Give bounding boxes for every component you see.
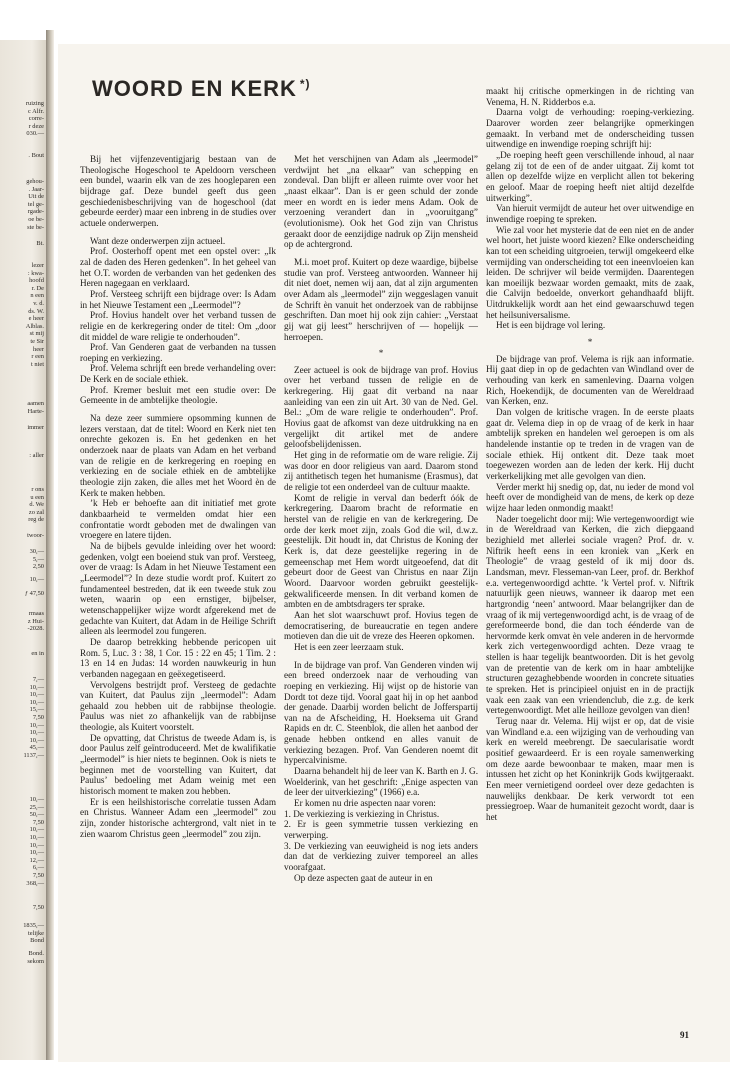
left-fragment-text: twoor- [27, 532, 44, 539]
left-fragment-text: lezer : kwa- hoofd r. De n een v. d. ds. W. e heer Alblas. st mij te Sir heer r een t niet [25, 262, 44, 368]
left-fragment-text: Bond. sekom [27, 950, 44, 965]
col3-paragraph: Daarna volgt de verhouding: roeping-verkiezing. Daarover worden zeer belangrijke opmerkingen gemaakt. In verband met de onderscheiding tussen uitwendige en inwendige roeping schrijft hij: [486, 107, 694, 150]
col1-paragraph: Vervolgens bestrijdt prof. Versteeg de gedachte van Kuitert, dat Paulus zijn „leermodel”: Adam gehaald zou hebben uit de rabbijnse theologie. Paulus was niet zo afhankelijk van de rabbijnse theologie, als Kuitert voorstelt. [80, 679, 276, 733]
col2-paragraph: Zeer actueel is ook de bijdrage van prof. Hovius over het verband tussen de religie en de kerkregering. Hij gaat dit verband na naar aanleiding van een zin uit Art. 30 van de Ned. Gel. Bel.: „Om de ware religie te onderhouden”. Prof. Hovius gaat de afkomst van deze uitdrukking na en vergelijkt dit artikel met de andere geloofsbelijdenissen. [284, 364, 478, 450]
col2-paragraph: 1. De verkiezing is verkiezing in Christus. [284, 808, 440, 819]
left-fragment-text: gehou- . Jaar- Uit de tel ge- rgade- oe be- ste be- [26, 178, 44, 231]
page-gutter [46, 30, 54, 1060]
col2-paragraph: Met het verschijnen van Adam als „leermodel” verdwijnt het „na elkaar” van schepping en zondeval. Dan blijft er alleen ruimte over voor het „naast elkaar”. Dan is er geen schuld der zonde meer en wordt en is ieder mens Adam. Ook de verzoening verandert dan in „vooruitgang” (evolutionisme). Ook het God zijn van Christus geraakt door de eenzijdige nadruk op Zijn mensheid op de achtergrond. [284, 154, 478, 250]
left-fragment-text: . Bout [28, 152, 44, 159]
col3-paragraph: Het is een bijdrage vol lering. [496, 320, 606, 331]
col2-paragraph: Het is een zeer leerzaam stuk. [294, 641, 404, 652]
col2-paragraph: In de bijdrage van prof. Van Genderen vinden wij een breed onderzoek naar de verhouding van roeping en verkiezing. Hij wijst op de historie van Dordt tot deze tijd. Vooral gaat hij in op het aanbod der genade. Daarbij worden belicht de Jofferspartij van na de Afscheiding, H. Hoeksema uit Grand Rapids en dr. C. Steenblok, die allen het aanbod der genade hebben ontkend en alles vanuit de verkiezing bezagen. Prof. Van Genderen noemt dit hypercalvinisme. [284, 659, 478, 766]
col3-paragraph: maakt hij critische opmerkingen in de richting van Venema, H. N. Ridderbos e.a. [486, 86, 694, 107]
article-title-text: WOORD EN KERK [92, 76, 297, 101]
col1-paragraph: De opvatting, dat Christus de tweede Adam is, is door Paulus zelf geïntroduceerd. Met de kwalifikatie „leermodel” is hier niets te beginnen. Ook is niets te beginnen met de voorstelling van Kuitert, dat Paulus’ bedoeling met Adam weinig met een historisch moment te maken zou hebben. [80, 732, 276, 797]
left-fragment-text: 7,50 [32, 904, 44, 911]
col2-paragraph: 3. De verkiezing van eeuwigheid is nog iets anders dan dat de verkiezing zuiver temporeel an alles voorafgaat. [284, 840, 478, 872]
col2-paragraph: Op deze aspecten gaat de auteur in en [294, 872, 433, 883]
col1-paragraph: Prof. Velema schrijft een brede verhandeling over: De Kerk en de sociale ethiek. [80, 363, 276, 385]
col3-paragraph: Van hieruit vermijdt de auteur het over uitwendige en inwendige roeping te spreken. [486, 203, 694, 224]
col3-paragraph: Dan volgen de kritische vragen. In de eerste plaats gaat dr. Velema diep in op de vraag of de kerk in haar ambtelijk spreken en handelen wel geroepen is om als handelende instantie op te treden in de vragen van de sociale ethiek. Hij ontkent dit. Deze taak moet toegewezen worden aan de leden der kerk. Hij ducht verkerkelijking met alle gevolgen van dien. [486, 407, 694, 481]
col3-paragraph: Wie zal voor het mysterie dat de een niet en de ander wel hoort, het juiste woord kiezen? Elke onderscheiding kan tot een scheiding uitgroeien, terwijl omgekeerd elke vermijding van onderscheiding tot een ineenvloeien kan leiden. De schrijver wil beide vermijden. Daarentegen kan moeilijk bezwaar worden gemaakt, mits de zaak, die Calvijn bedoelde, onverkort gehandhaafd blijft. Uitdrukkelijk wordt aan het eind gewaarschuwd tegen het heilsuniversalisme. [486, 224, 694, 320]
col2-paragraph: Het ging in de reformatie om de ware religie. Zij was door en door religieus van aard. Daarom stond zij antithetisch tegen het humanisme (Erasmus), dat de religie tot een onderdeel van de cultuur maakte. [284, 450, 478, 493]
col3-paragraph: De bijdrage van prof. Velema is rijk aan informatie. Hij gaat diep in op de gedachten van Windland over de verhouding van kerk en samenleving. Daarna volgen Rich, Hoekendijk, de documenten van de Wereldraad van Kerken, enz. [486, 353, 694, 407]
col3-paragraph: Verder merkt hij snedig op, dat, nu ieder de mond vol heeft over de mondigheid van de mens, de kerk op deze wijze haar leden onmondig maakt! [486, 481, 694, 513]
col1-paragraph: Er is een heilshistorische correlatie tussen Adam en Christus. Wanneer Adam een „leermodel” zou zijn, zonder historische achtergrond, valt niet in te zien waarom Christus geen „leermodel” zou zijn. [80, 796, 276, 839]
col1-paragraph: Na deze zeer summiere opsomming kunnen de lezers verstaan, dat de titel: Woord en Kerk niet ten onrechte gekozen is. En het gedenken en het onderzoek naar de plaats van Adam en het verband van de religie en de kerkregering en roeping en verkiezing en de sociale ethiek en de ambtelijke theologie zijn zaken, die alles met het Woord èn de Kerk te maken hebben. [80, 413, 276, 498]
col1-paragraph: Na de bijbels gevulde inleiding over het woord: gedenken, volgt een boeiend stuk van prof. Versteeg, over de vraag: Is Adam in het Nieuwe Testament een „Leermodel”? In deze studie wordt prof. Kuitert zo fundamenteel bestreden, dat ik een tweede stuk zou weten, waarin op een ernstiger, bijbelser, wetenschappelijker wijze wordt afgerekend met de gedachte van Kuitert, dat Adam in de Heilige Schrift alleen als leermodel zou fungeren. [80, 540, 276, 637]
col1-paragraph: Prof. Hovius handelt over het verband tussen de religie en de kerkregering onder de titel: Om „door dit middel de ware religie te onderhouden”. [80, 310, 276, 342]
left-page-fragment [0, 40, 47, 1060]
col2-paragraph: Er komen nu drie aspecten naar voren: [294, 798, 436, 809]
col1-paragraph: De daarop betrekking hebbende pericopen uit Rom. 5, Luc. 3 : 38, 1 Cor. 15 : 22 en 45; 1 Tim. 2 : 13 en 14 en Judas: 14 worden nauwkeurig in hun verbanden nagegaan en geëxegetiseerd. [80, 636, 276, 679]
column-2 [284, 154, 478, 883]
title-footnote-mark: *) [299, 76, 311, 91]
col1-paragraph: Want deze onderwerpen zijn actueel. [90, 235, 226, 246]
col1-paragraph: Prof. Oosterhoff opent met een opstel over: „Ik zal de daden des Heren gedenken”. In het geheel van het O.T. worden de verbanden van het gedenken des Heren nagegaan en verklaard. [80, 246, 276, 289]
column-3 [486, 86, 694, 823]
col1-paragraph: Prof. Van Genderen gaat de verbanden na tussen roeping en verkiezing. [80, 342, 276, 363]
col3-paragraph: Nader toegelicht door mij: Wie vertegenwoordigt wie in de Wereldraad van Kerken, die zich diepgaand bezighield met allerlei sociale vragen? Prof. dr. v. Niftrik heeft eens in een kroniek van „Kerk en Theologie” de vraag gesteld of ik mij door ds. Landsman, mevr. Flesseman-van Leer, prof. dr. Berkhof e.a. vertegenwoordigd achtte. ’k Vertel prof. v. Niftrik natuurlijk geen nieuws, wanneer ik daarop met een hartgrondig ‘neen’ antwoord. Maar belangrijker dan de vraag of ik mij vertegenwoordigd acht, is de vraag of de gereformeerde bond, die dan toch éénderde van de hervormde kerk omvat èn vele anderen in de hervormde kerk zich vertegenwoordigd achten. Deze vraag te stellen is haar tegelijk beantwoorden. Dit is het gevolg van de pretentie van de kerk om in haar ambtelijke structuren gezaghebbende woorden in concrete situaties te spreken. Het is principieel onjuist en in de practijk vaak een zaak van een vriendenclub, die z.g. de kerk vertegenwoordigt. Met alle heilloze gevolgen van dien! [486, 513, 694, 716]
left-fragment-text: 10,— [29, 576, 44, 583]
article-title [92, 76, 452, 102]
left-fragment-text: immer [27, 424, 44, 431]
col3-paragraph: „De roeping heeft geen verschillende inhoud, al naar gelang zij tot de een of de ander uitgaat. Zij komt tot allen op dezelfde wijze en verplicht allen tot bekering en geloof. Maar de roeping heeft niet altijd dezelfde uitwerking”. [486, 149, 694, 203]
left-fragment-text: : aller [29, 452, 44, 459]
col2-paragraph: Komt de religie in verval dan bederft óók de kerkregering. Daarom bracht de reformatie en herstel van de religie en van de kerkregering. De orde der kerk moet zijn, zoals God die wil, d.w.z. geestelijk. Dit houdt in, dat Christus de Koning der Kerk is, dat deze geestelijke regering in de gemeenschap met Hem wordt uitgeoefend, dat dit gebeurt door de Geest van Christus en naar Zijn Woord. Daarvoor worden gebruikt geestelijk-gekwalificeerde mensen. In dit verband komen de ambten en de ambtsdragers ter sprake. [284, 492, 478, 610]
col2-paragraph: M.i. moet prof. Kuitert op deze waardige, bijbelse studie van prof. Versteeg antwoorden. Wanneer hij dit niet doet, nemen wij aan, dat al zijn argumenten over Adam als „leermodel” zijn weggeslagen vanuit de Schrift èn vanuit het onderzoek van de rabbijnse geschriften. Dan moet hij ook zijn cahier: „Verstaat gij wat gij leest” herschrijven of — hopelijk — herroepen. [284, 256, 478, 342]
left-fragment-text: 1835,— telijke Bond [23, 922, 44, 945]
col1-paragraph: Prof. Versteeg schrijft een bijdrage over: Is Adam in het Nieuwe Testament een „Leermodel”? [80, 288, 276, 310]
left-fragment-text: rmaas z Hui- -2028. [27, 610, 44, 633]
left-fragment-text: en in [31, 650, 44, 657]
page-number: 91 [680, 1030, 689, 1040]
col1-paragraph: Prof. Kremer besluit met een studie over: De Gemeente in de ambtelijke theologie. [80, 384, 276, 406]
col2-paragraph: 2. Er is geen symmetrie tussen verkiezing en verwerping. [284, 819, 478, 841]
left-fragment-text: Bt. [36, 240, 44, 247]
col3-paragraph: * [587, 337, 593, 348]
col2-paragraph: Aan het slot waarschuwt prof. Hovius tegen de democratisering, de bureaucratie en tegen andere motieven dan die uit de vreze des Heeren opkomen. [284, 609, 478, 642]
left-fragment-text: 7,— 10,— 10,— 10,— 15,— 7,50 10,— 10,— 10,— 45,— 1137,— [23, 676, 44, 759]
column-1 [80, 154, 276, 839]
left-fragment-text: ruizing c Alfr. corre- r deze 030.— [25, 100, 44, 138]
col2-paragraph: Daarna behandelt hij de leer van K. Barth en J. G. Woelderink, van het geschrift: „Enige aspecten van de leer der uitverkiezing” (1966) e.a. [284, 766, 478, 798]
col1-paragraph: ’k Heb er behoefte aan dit initiatief met grote dankbaarheid te vermelden omdat hier een confrontatie wordt geboden met de dwalingen van vroegere en latere tijden. [80, 498, 276, 541]
left-fragment-text: r ons u een d. We zo zal reg de [28, 486, 44, 524]
col1-paragraph: Bij het vijfenzeventigjarig bestaan van de Theologische Hogeschool te Apeldoorn verscheen een bundel, waarin elk van de zes hooglераren een bijdrage gaf. Deze bundel geeft dus geen geschiedenisbeschrijving van de hogeschool (dat gebeurde eerder) maar een inbreng in de studies over actuele onderwerpen. [80, 154, 276, 228]
col2-paragraph: * [378, 348, 384, 359]
left-fragment-text: 30,— 5,— 2,50 [29, 548, 44, 571]
col3-paragraph: Terug naar dr. Velema. Hij wijst er op, dat de visie van Windland e.a. een wijziging van de verhouding van kerk en wereld meebrengt. De saecularisatie wordt positief gewaardeerd. Er is een royale samenwerking om deze aarde bewoonbaar te maken, maar men is intussen het zicht op het Koninkrijk Gods kwijtgeraakt. Een meer vernietigend oordeel over deze gedachten is nauwelijks denkbaar. De kerk verwordt tot een pressiegroep. Waar de humaniteit gezocht wordt, daar is het [486, 716, 694, 822]
left-fragment-text: ƒ 47,50 [24, 590, 44, 597]
left-fragment-text: 10,— 25,— 50,— 7,50 10,— 10,— 10,— 10,— 12,— 6,— 7,50 368,— [26, 796, 44, 887]
left-fragment-text: aamen Harte- [27, 400, 44, 415]
